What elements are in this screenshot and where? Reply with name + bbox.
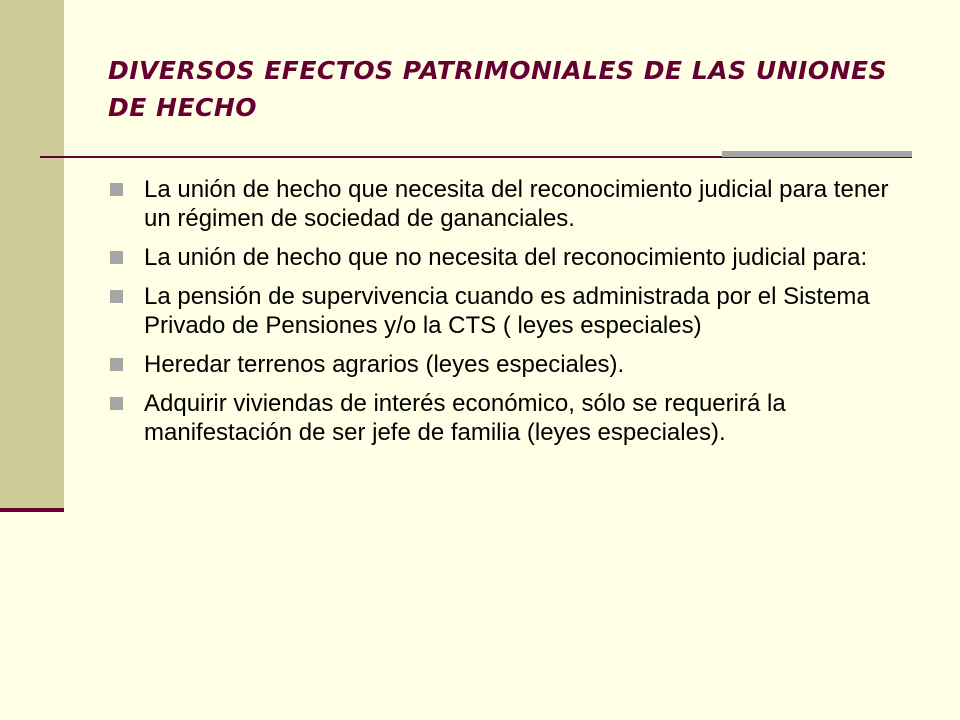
bullet-text: Adquirir viviendas de interés económico, sólo se requerirá la manifestación de ser jefe de familia (leyes especiales). [144, 390, 786, 446]
square-bullet-icon [110, 251, 123, 264]
title-divider-accent [722, 151, 912, 157]
bullet-item [108, 243, 898, 272]
bullet-item [108, 350, 898, 379]
bullet-item [108, 282, 898, 340]
bullet-item [108, 389, 898, 447]
bullet-list [108, 175, 898, 457]
square-bullet-icon [110, 358, 123, 371]
square-bullet-icon [110, 290, 123, 303]
bullet-text: La unión de hecho que necesita del reconocimiento judicial para tener un régimen de sociedad de gananciales. [144, 176, 889, 232]
sidebar-decoration [0, 0, 64, 510]
square-bullet-icon [110, 397, 123, 410]
bullet-text: Heredar terrenos agrarios (leyes especiales). [144, 351, 625, 378]
slide-title: DIVERSOS EFECTOS PATRIMONIALES DE LAS UNIONES DE HECHO [108, 56, 888, 122]
bullet-item [108, 175, 898, 233]
sidebar-cap-line [0, 508, 64, 512]
bullet-text: La unión de hecho que no necesita del reconocimiento judicial para: [144, 244, 868, 271]
bullet-text: La pensión de supervivencia cuando es administrada por el Sistema Privado de Pensiones y/o la CTS ( leyes especiales) [144, 283, 870, 339]
square-bullet-icon [110, 183, 123, 196]
